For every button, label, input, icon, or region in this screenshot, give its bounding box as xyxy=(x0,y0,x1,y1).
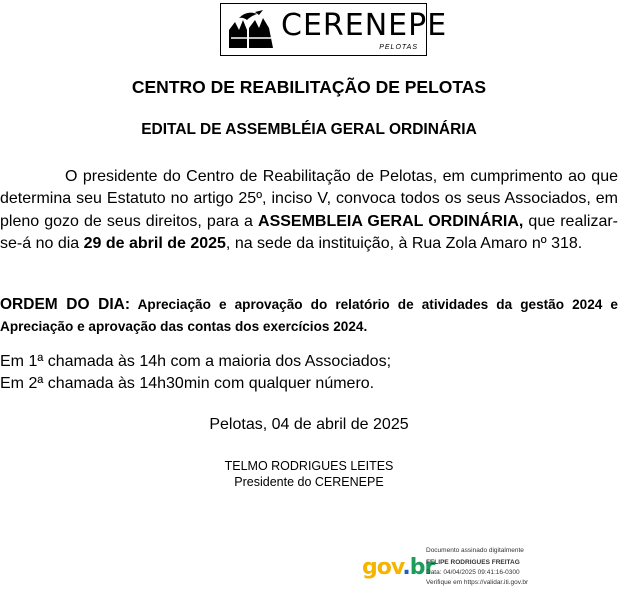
gov-br-logo-gov: gov xyxy=(362,555,403,580)
gov-br-logo-dot: . xyxy=(402,555,410,580)
stamp-text xyxy=(426,546,528,588)
gov-br-logo-br: br xyxy=(409,555,435,580)
hands-dove-icon xyxy=(225,8,277,52)
agenda-lead: ORDEM DO DIA: xyxy=(0,296,131,313)
calls-paragraph xyxy=(0,351,618,396)
second-call-line: Em 2ª chamada às 14h30min com qualquer número. xyxy=(0,375,375,393)
signer-name: TELMO RODRIGUES LEITES xyxy=(224,459,394,473)
logo-text: CERENEPE xyxy=(281,8,448,43)
agenda-paragraph xyxy=(0,294,618,338)
signer-role: Presidente do CERENEPE xyxy=(234,475,384,489)
paragraph1-bold-b: 29 de abril de 2025 xyxy=(83,235,226,253)
stamp-date: Data: 04/04/2025 09:41:16-0300 xyxy=(426,569,520,576)
agenda-text: Apreciação e aprovação do relatório de atividades da gestão 2024 e Apreciação e aprovação das contas dos exercícios 2024. xyxy=(0,297,618,334)
paragraph1-bold-a: ASSEMBLEIA GERAL ORDINÁRIA, xyxy=(258,212,524,230)
first-call-line: Em 1ª chamada às 14h com a maioria dos Associados; xyxy=(0,353,392,370)
document-subtitle: EDITAL DE ASSEMBLÉIA GERAL ORDINÁRIA xyxy=(141,121,477,138)
gov-br-logo xyxy=(362,555,434,580)
date-line: Pelotas, 04 de abril de 2025 xyxy=(209,416,409,433)
paragraph1-text-c: , na sede da instituição, à Rua Zola Amaro nº 318. xyxy=(225,235,583,253)
logo-subtext: PELOTAS xyxy=(379,44,418,51)
convocation-paragraph xyxy=(0,166,618,256)
stamp-signer: FELIPE RODRIGUES FREITAG xyxy=(426,559,520,566)
digital-signature-stamp xyxy=(360,543,578,599)
document-title: CENTRO DE REABILITAÇÃO DE PELOTAS xyxy=(131,77,487,97)
paragraph1-text-b: que realizar-se-á no dia xyxy=(0,212,618,253)
paragraph1-text-a: O presidente do Centro de Reabilitação de Pelotas, em cumprimento ao que determina seu Estatuto no artigo 25º, inciso V, convoca todos os seus Associados, em pleno gozo de seus direitos, para a xyxy=(0,168,618,230)
stamp-header: Documento assinado digitalmente xyxy=(426,547,524,554)
stamp-verify-link[interactable]: Verifique em https://validar.iti.gov.br xyxy=(426,579,529,586)
cerenepe-logo xyxy=(220,3,448,56)
